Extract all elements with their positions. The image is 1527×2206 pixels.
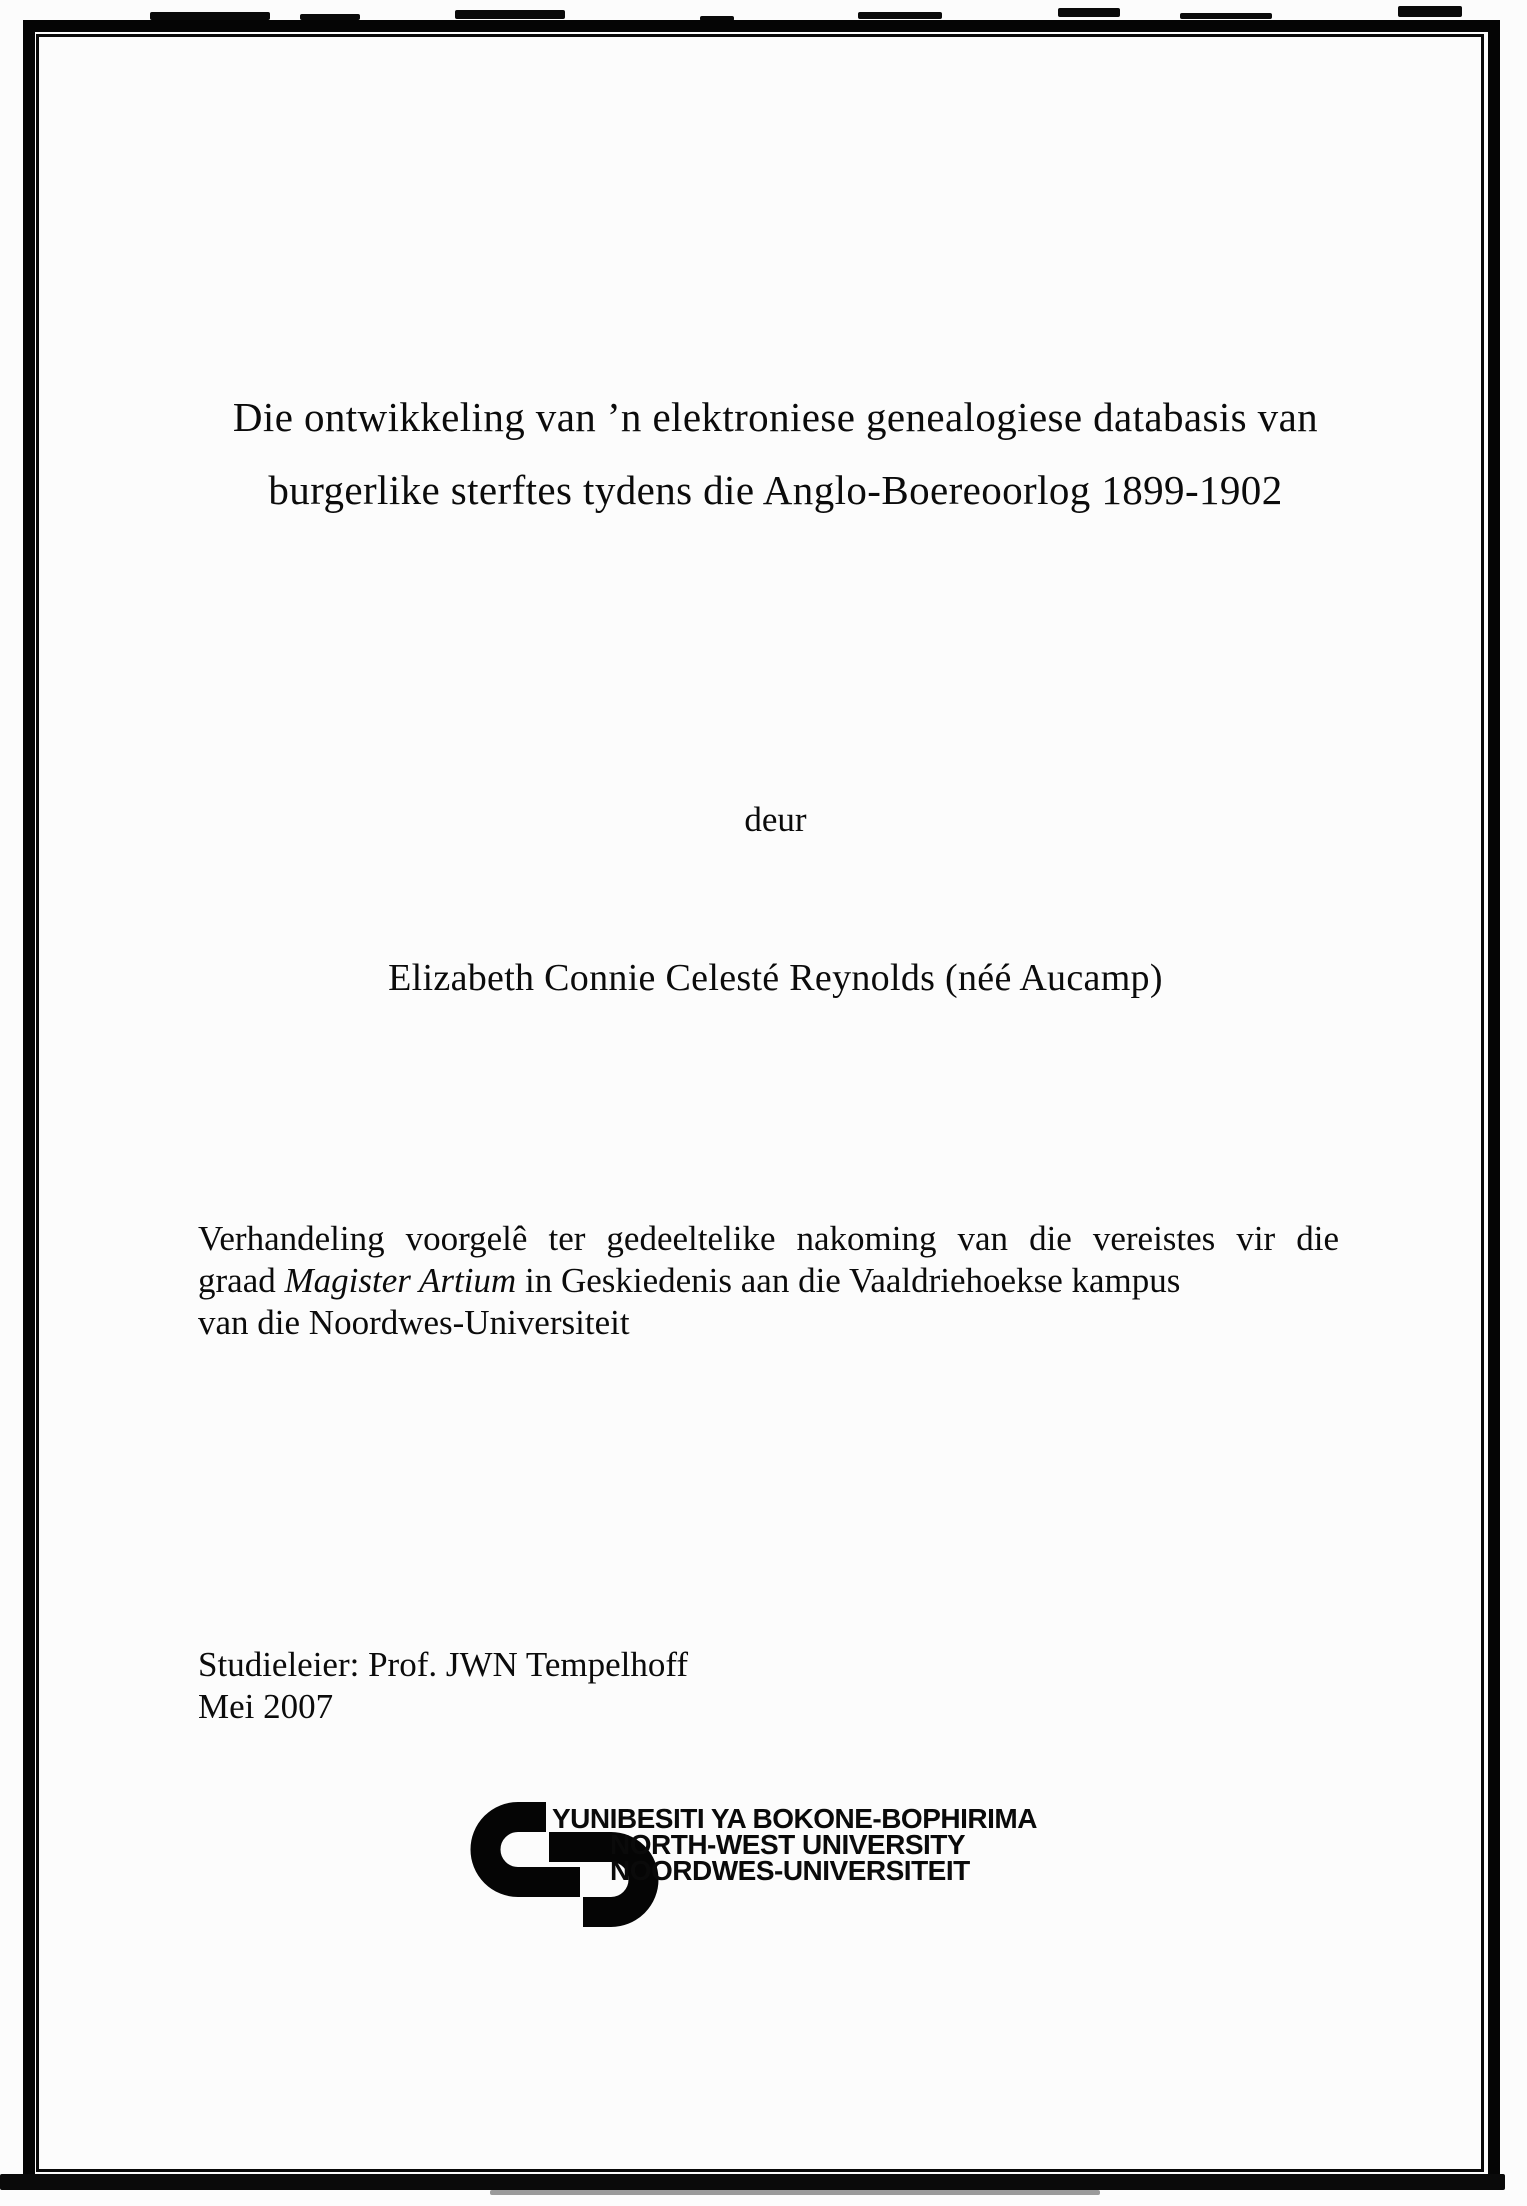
university-logo-text	[552, 1803, 1037, 1886]
date-line: Mei 2007	[198, 1687, 334, 1726]
scan-artifact	[1058, 8, 1120, 17]
scan-artifact	[490, 2190, 1100, 2195]
degree-statement-line2-prefix: graad	[198, 1261, 285, 1300]
degree-statement-line2-suffix: in Geskiedenis aan die Vaaldriehoekse kampus	[516, 1261, 1181, 1300]
degree-statement-line1: Verhandeling voorgelê ter gedeeltelike nakoming van die vereistes vir die	[198, 1219, 1339, 1258]
scan-artifact-bottom-border	[0, 2174, 1505, 2190]
byline-deur: deur	[744, 800, 807, 839]
thesis-title	[24, 381, 1527, 527]
scan-artifact	[858, 12, 942, 19]
author-name: Elizabeth Connie Celesté Reynolds (néé Aucamp)	[388, 957, 1163, 999]
thesis-title-line1: Die ontwikkeling van ’n elektroniese genealogiese databasis van	[232, 394, 1319, 440]
logo-text-line1: YUNIBESITI YA BOKONE-BOPHIRIMA	[552, 1803, 1037, 1834]
logo-text-line3: NOORDWES-UNIVERSITEIT	[610, 1855, 970, 1886]
logo-text-line2: NORTH-WEST UNIVERSITY	[610, 1829, 966, 1860]
degree-statement-line3: van die Noordwes-Universiteit	[198, 1303, 630, 1342]
degree-statement	[198, 1218, 1339, 1344]
university-logo	[462, 1800, 1082, 1940]
supervisor-line: Studieleier: Prof. JWN Tempelhoff	[198, 1645, 689, 1684]
scan-artifact	[1398, 6, 1462, 17]
degree-name-italic: Magister Artium	[284, 1261, 517, 1300]
scan-artifact	[150, 12, 270, 20]
degree-statement-line2	[198, 1260, 1339, 1302]
supervisor-block	[198, 1644, 688, 1728]
thesis-title-line2: burgerlike sterftes tydens die Anglo-Boereoorlog 1899-1902	[268, 467, 1283, 513]
scan-artifact	[1180, 13, 1272, 19]
scan-artifact	[455, 10, 565, 19]
